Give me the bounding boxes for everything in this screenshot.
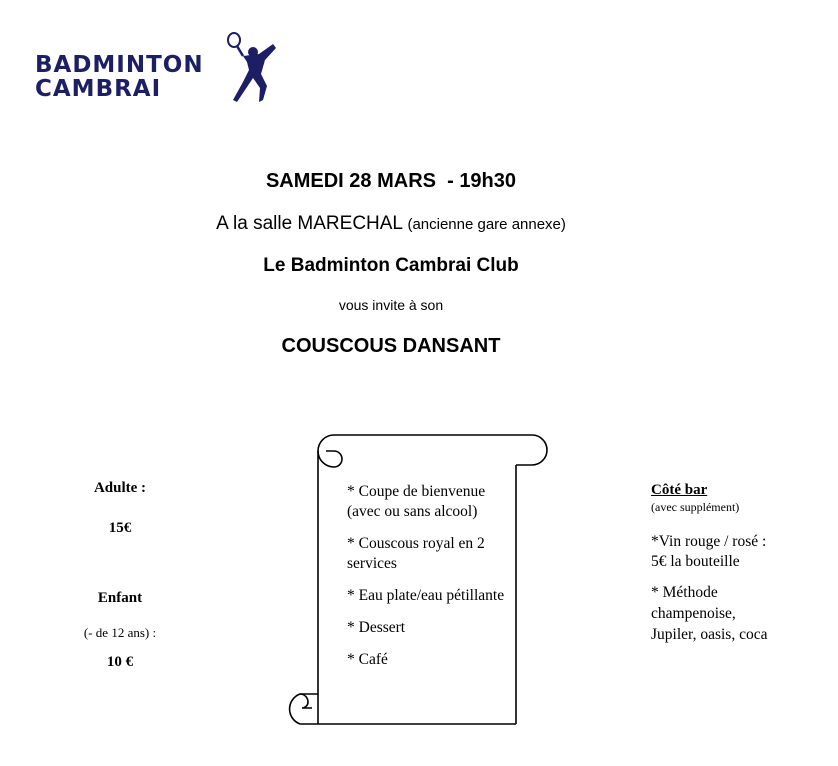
adult-price: 15€ bbox=[108, 520, 132, 536]
menu-item: * Couscous royal en 2 services bbox=[347, 535, 485, 572]
logo bbox=[35, 30, 285, 110]
child-label: Enfant bbox=[97, 590, 143, 606]
logo-line-2: CAMBRAI bbox=[35, 76, 162, 102]
venue-name: A la salle MARECHAL bbox=[216, 213, 403, 234]
event-name: COUSCOUS DANSANT bbox=[281, 335, 501, 357]
bar-wine: *Vin rouge / rosé : 5€ la bouteille bbox=[651, 533, 767, 570]
adult-label: Adulte : bbox=[93, 480, 147, 496]
child-price: 10 € bbox=[106, 654, 134, 670]
bar-section bbox=[651, 482, 781, 645]
bar-title: Côté bar bbox=[651, 482, 708, 498]
club-name: Le Badminton Cambrai Club bbox=[263, 255, 519, 276]
menu-item: * Dessert bbox=[347, 619, 406, 636]
event-date-time: SAMEDI 28 MARS - 19h30 bbox=[265, 170, 517, 192]
venue-note: (ancienne gare annexe) bbox=[407, 216, 566, 233]
venue-line bbox=[0, 213, 782, 235]
menu-list bbox=[347, 482, 512, 682]
bar-note: (avec supplément) bbox=[651, 500, 740, 514]
menu-item: * Eau plate/eau pétillante bbox=[347, 587, 505, 604]
invite-text: vous invite à son bbox=[338, 297, 444, 313]
bar-drinks: * Méthode champenoise, Jupiler, oasis, coca bbox=[651, 584, 768, 643]
badminton-player-icon bbox=[213, 30, 283, 110]
menu-item: * Café bbox=[347, 651, 388, 668]
child-note: (- de 12 ans) : bbox=[83, 625, 157, 640]
menu-item: * Coupe de bienvenue (avec ou sans alcool) bbox=[347, 483, 486, 520]
logo-line-1: BADMINTON bbox=[35, 52, 204, 78]
